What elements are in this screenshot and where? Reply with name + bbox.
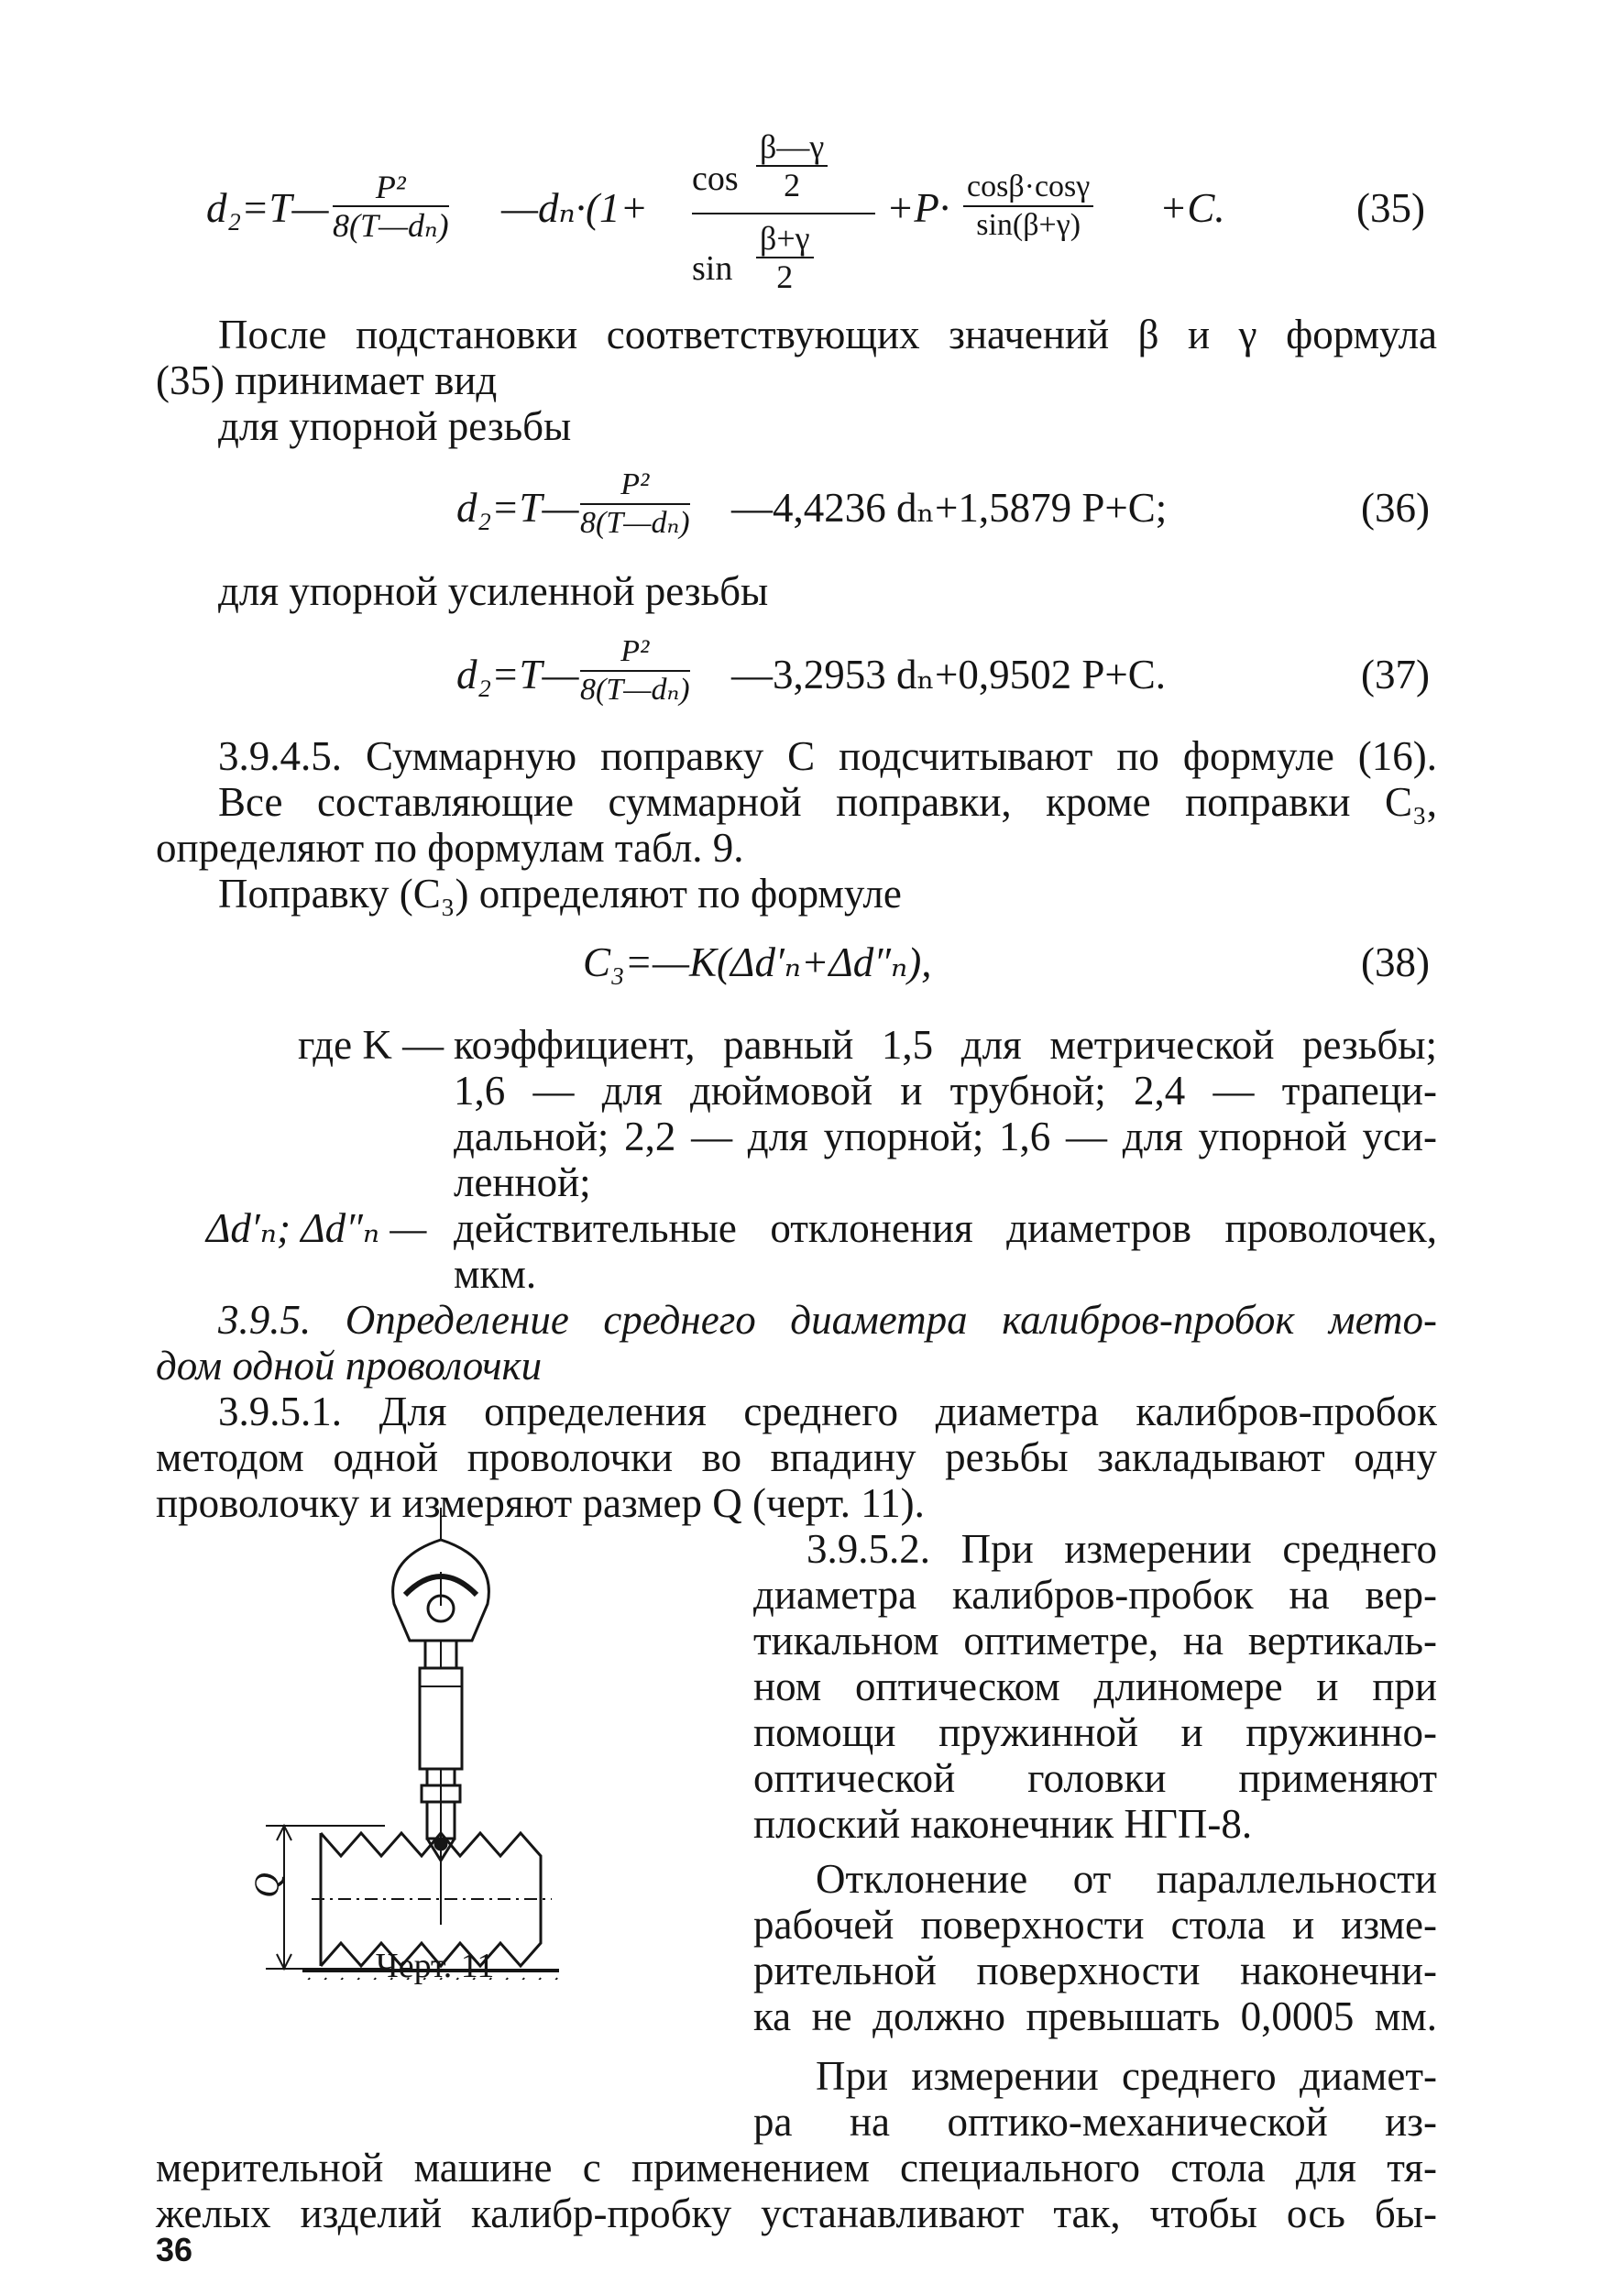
formula-35-frac1 (333, 169, 449, 244)
formula-35-frac3-num: cosβ·cosγ (963, 169, 1093, 207)
formula-36 (456, 463, 1437, 555)
section-heading (218, 1297, 1437, 1343)
formula-35-frac1-den: 8(T—dₙ) (333, 207, 449, 244)
formula-36-lhs: d₂=T— (456, 485, 579, 531)
text-line: определяют по формулам табл. 9. (156, 825, 744, 871)
text-line: коэффициент, равный 1,5 для метрической резьбы; (454, 1022, 1437, 1068)
formula-36-number: (36) (1361, 485, 1430, 531)
formula-37-frac-num: P² (580, 633, 690, 672)
formula-35-sin-label: sin (692, 249, 733, 288)
text-line: ном оптическом длиномере и при (753, 1664, 1437, 1709)
text-line: мкм. (454, 1251, 537, 1297)
formula-36-tail: —4,4236 dₙ+1,5879 P+C; (731, 485, 1168, 531)
text-line: 3.9.5.1. Для определения среднего диаметра калибров-пробок (218, 1389, 1437, 1434)
formula-37-frac (580, 633, 690, 708)
formula-35-number: (35) (1356, 185, 1425, 231)
figure-dimension-label: Q (247, 1872, 287, 1898)
text-line: дальной; 2,2 — для упорной; 1,6 — для упорной уси- (454, 1114, 1437, 1159)
text-line: Поправку (C₃) определяют по формуле (218, 871, 902, 917)
text-line: тикальном оптиметре, на вертикаль- (753, 1618, 1437, 1664)
formula-35-main-bar (692, 213, 875, 214)
text-line: рабочей поверхности стола и изме- (753, 1902, 1437, 1948)
formula-35-cos-num: β—γ (756, 128, 828, 167)
formula-35-lhs: d₂=T— (206, 185, 329, 231)
text-line: помощи пружинной и пружинно- (753, 1709, 1437, 1755)
formula-35-frac3-den: sin(β+γ) (976, 208, 1081, 242)
where-d-lead: Δd′ₙ; Δd″ₙ — (206, 1205, 427, 1251)
text-line: мерительной машине с применением специального стола для тя- (156, 2145, 1437, 2191)
text-line: 3.9.4.5. Суммарную поправку C подсчитывают по формуле (16). (218, 733, 1437, 779)
text-line: Отклонение от параллельности (816, 1856, 1437, 1902)
formula-37-tail: —3,2953 dₙ+0,9502 P+C. (731, 652, 1167, 697)
formula-37-number: (37) (1361, 652, 1430, 697)
formula-37 (456, 628, 1437, 719)
text-line: рительной поверхности наконечни- (753, 1948, 1437, 1993)
section-heading-cont: дом одной проволочки (156, 1343, 543, 1389)
formula-35-mid: —dₙ·(1+ (501, 185, 648, 231)
where-k-lead: где K — (298, 1022, 444, 1068)
text-line: плоский наконечник НГП-8. (753, 1801, 1253, 1847)
label-upor: для упорной резьбы (218, 403, 572, 449)
text-line: оптической головки применяют (753, 1755, 1437, 1801)
text-line: проволочку и измеряют размер Q (черт. 11). (156, 1480, 925, 1526)
formula-35-cos-arg (756, 128, 828, 203)
formula-38-expr: C₃=—K(Δd′ₙ+Δd″ₙ), (583, 939, 932, 985)
formula-35-plusP: +P· (886, 185, 950, 231)
text-line: (35) принимает вид (156, 357, 498, 403)
text-line: После подстановки соответствующих значений β и γ формула (218, 312, 1437, 357)
label-upor-usil: для упорной усиленной резьбы (218, 568, 769, 614)
section-heading-text: 3.9.5. Определение среднего диаметра калибров-пробок мето- (218, 1297, 1437, 1343)
text-line: методом одной проволочки во впадину резьбы закладывают одну (156, 1434, 1437, 1480)
formula-35 (206, 128, 1434, 312)
text-line: ра на оптико-механической из- (753, 2099, 1437, 2145)
formula-35-sin-arg (756, 220, 814, 295)
formula-35-tail: +C. (1159, 185, 1225, 231)
formula-35-trig-fraction (692, 128, 875, 312)
text-line: 1,6 — для дюймовой и трубной; 2,4 — трапеци- (454, 1068, 1437, 1114)
formula-35-frac1-num: P² (333, 169, 449, 207)
figure-11-drawing (266, 1503, 577, 1980)
formula-35-sin-den: 2 (776, 258, 794, 295)
text-line: 3.9.5.2. При измерении среднего (807, 1526, 1437, 1572)
formula-35-frac3 (963, 169, 1093, 244)
formula-37-frac-den: 8(T—dₙ) (580, 673, 690, 707)
formula-35-sin-num: β+γ (756, 220, 814, 258)
formula-35-cos-label: cos (692, 159, 739, 198)
formula-37-lhs: d₂=T— (456, 652, 579, 697)
formula-35-cos-den: 2 (784, 167, 801, 203)
text-line: При измерении среднего диамет- (816, 2053, 1437, 2099)
text-line: Все составляющие суммарной поправки, кроме поправки C₃, (218, 779, 1437, 825)
figure-11 (247, 1503, 577, 1980)
figure-caption: Черт. 11 (376, 1947, 495, 1985)
text-line: ленной; (454, 1159, 591, 1205)
text-line: ка не должно превышать 0,0005 мм. (753, 1993, 1437, 2039)
page-number: 36 (156, 2231, 193, 2268)
formula-38-number: (38) (1361, 939, 1430, 985)
formula-36-frac (580, 467, 690, 542)
formula-36-frac-num: P² (580, 467, 690, 505)
text-line: диаметра калибров-пробок на вер- (753, 1572, 1437, 1618)
text-line: действительные отклонения диаметров проволочек, (454, 1205, 1437, 1251)
formula-36-frac-den: 8(T—dₙ) (580, 506, 690, 540)
text-line: желых изделий калибр-пробку устанавливают так, чтобы ось бы- (156, 2191, 1437, 2236)
